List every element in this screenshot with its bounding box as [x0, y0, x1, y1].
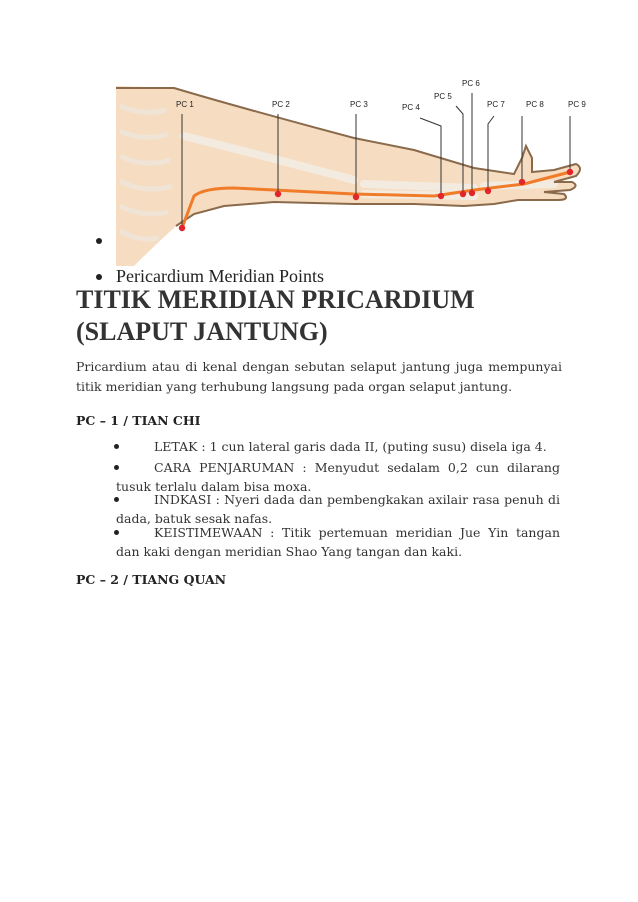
page-title: TITIK MERIDIAN PRICARDIUM (SLAPUT JANTUNG)	[76, 285, 475, 346]
pc-point	[519, 179, 525, 185]
list-bullet	[114, 497, 119, 502]
pc-point	[353, 194, 359, 200]
pc-label: PC 5	[434, 92, 452, 101]
pc-label: PC 8	[526, 100, 544, 109]
bullet-dot	[96, 238, 102, 244]
pericardium-meridian-figure	[114, 76, 590, 266]
empty-bullet-item	[96, 238, 116, 244]
intro-paragraph: Pricardium atau di kenal dengan sebutan selaput jantung juga mempunyai titik meridian yang terhubung langsung pada organ selaput jantung.	[76, 359, 562, 394]
pc-label: PC 9	[568, 100, 586, 109]
list-item	[116, 437, 560, 456]
arm-illustration	[114, 76, 590, 266]
pc-point	[275, 191, 281, 197]
pc-label: PC 2	[272, 100, 290, 109]
pc-label: PC 3	[350, 100, 368, 109]
list-item-text: LETAK : 1 cun lateral garis dada II, (puting susu) disela iga 4.	[154, 439, 547, 454]
figure-caption: Pericardium Meridian Points	[116, 266, 324, 286]
pc-point	[438, 193, 444, 199]
bullet-dot	[96, 274, 102, 280]
pc-point	[179, 225, 185, 231]
pc-label: PC 1	[176, 100, 194, 109]
list-item-text: CARA PENJARUMAN : Menyudut sedalam 0,2 cun dilarang tusuk terlalu dalam bisa moxa.	[116, 460, 560, 494]
list-item	[116, 523, 560, 561]
pc-point	[469, 190, 475, 196]
pc-label: PC 6	[462, 79, 480, 88]
pc-point	[485, 188, 491, 194]
pc-point	[460, 191, 466, 197]
section-heading-pc2: PC – 2 / TIANG QUAN	[76, 572, 227, 587]
list-item-text: INDKASI : Nyeri dada dan pembengkakan axilair rasa penuh di dada, batuk sesak nafas.	[116, 492, 560, 526]
list-bullet	[114, 530, 119, 535]
pc-label: PC 4	[402, 103, 420, 112]
pc-point	[567, 169, 573, 175]
list-bullet	[114, 465, 119, 470]
list-item-text: KEISTIMEWAAN : Titik pertemuan meridian Jue Yin tangan dan kaki dengan meridian Shao Yang tangan dan kaki.	[116, 525, 560, 559]
section-heading-pc1: PC – 1 / TIAN CHI	[76, 413, 201, 428]
pc-label: PC 7	[487, 100, 505, 109]
list-bullet	[114, 444, 119, 449]
